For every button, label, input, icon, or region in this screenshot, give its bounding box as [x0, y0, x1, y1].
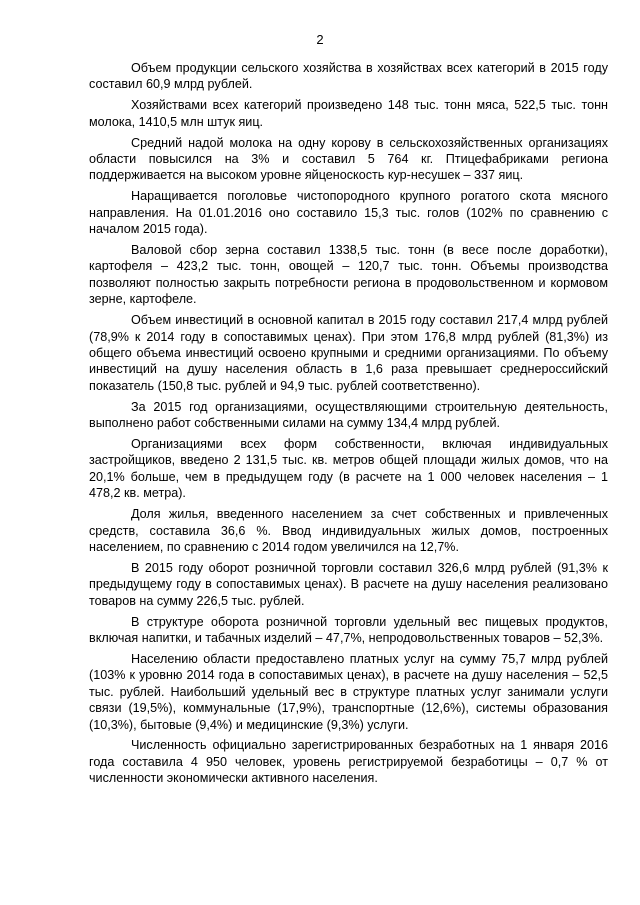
paragraph-paid-services: Населению области предоставлено платных услуг на сумму 75,7 млрд рублей (103% к уровню 2014 года в сопоставимых ценах), в расчете на душу населения – 52,5 тыс. рублей. Наибольший удельный вес в структуре платных услуг занимали услуги связи (19,5%), коммунальные (17,9%), транспортные (12,6%), системы образования (10,3%), бытовые (9,4%) и медицинские (9,3%) услуги. — [89, 651, 608, 732]
paragraph-harvest: Валовой сбор зерна составил 1338,5 тыс. тонн (в весе после доработки), картофеля – 423,2 тыс. тонн, овощей – 120,7 тыс. тонн. Объемы производства позволяют полностью закрыть потребности региона в продовольственном и кормовом зерне, картофеле. — [89, 243, 608, 307]
paragraph-retail-structure: В структуре оборота розничной торговли удельный вес пищевых продуктов, включая напитки, и табачных изделий – 47,7%, непродовольственных товаров – 52,3%. — [89, 614, 608, 645]
paragraph-housing-share: Доля жилья, введенного населением за счет собственных и привлеченных средств, составила 36,6 %. Ввод индивидуальных жилых домов, построенных населением, по сравнению с 2014 годом увеличился на 12,7%. — [89, 507, 608, 554]
paragraph-retail: В 2015 году оборот розничной торговли составил 326,6 млрд рублей (91,3% к предыдущему году в сопоставимых ценах). В расчете на душу населения реализовано товаров на сумму 226,5 тыс. рублей. — [89, 560, 608, 608]
paragraph-cattle: Наращивается поголовье чистопородного крупного рогатого скота мясного направления. На 01.01.2016 оно составило 15,3 тыс. голов (102% по сравнению с началом 2015 года). — [89, 189, 608, 237]
document-body — [89, 60, 608, 791]
paragraph-unemployment: Численность официально зарегистрированных безработных на 1 января 2016 года составила 4 950 человек, уровень регистрируемой безработицы – 0,7 % от численности экономически активного населения. — [89, 738, 608, 786]
page-number: 2 — [316, 32, 324, 47]
paragraph-construction: За 2015 год организациями, осуществляющими строительную деятельность, выполнено работ собственными силами на сумму 134,4 млрд рублей. — [89, 399, 608, 431]
paragraph-milk-yield: Средний надой молока на одну корову в сельскохозяйственных организациях области повысился на 3% и составил 5 764 кг. Птицефабриками региона поддерживается на высоком уровне яйценоскость кур-несушек – 337 яиц. — [89, 135, 608, 183]
paragraph-housing: Организациями всех форм собственности, включая индивидуальных застройщиков, введено 2 131,5 тыс. кв. метров общей площади жилых домов, что на 20,1% больше, чем в предыдущем году (в расчете на 1 000 человек населения – 1 478,2 кв. метра). — [89, 437, 608, 501]
paragraph-meat-milk-eggs: Хозяйствами всех категорий произведено 148 тыс. тонн мяса, 522,5 тыс. тонн молока, 1410,5 млн штук яиц. — [89, 98, 608, 129]
paragraph-agri-output: Объем продукции сельского хозяйства в хозяйствах всех категорий в 2015 году составил 60,9 млрд рублей. — [89, 61, 608, 92]
paragraph-investment: Объем инвестиций в основной капитал в 2015 году составил 217,4 млрд рублей (78,9% к 2014 году в сопоставимых ценах). При этом 176,8 млрд рублей (81,3%) из общего объема инвестиций освоено крупными и средними организациями. По объему инвестиций на душу населения область в 1,6 раза превышает среднероссийский показатель (150,8 тыс. рублей и 94,9 тыс. рублей соответственно). — [89, 313, 608, 393]
